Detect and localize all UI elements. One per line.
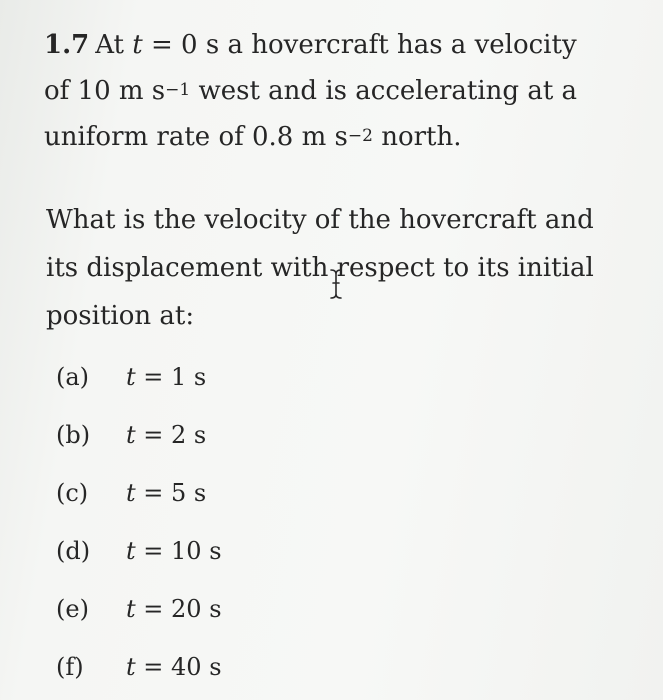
sub-question-a <box>56 348 222 406</box>
time-value: = 1 s <box>135 363 207 391</box>
time-value: = 20 s <box>135 595 222 623</box>
time-variable: t <box>126 421 136 449</box>
time-value: = 2 s <box>135 421 207 449</box>
problem-text: uniform rate of 0.8 m s <box>44 122 348 152</box>
sub-question-label: (c) <box>56 479 89 507</box>
problem-text: At <box>95 30 133 60</box>
problem-line-3 <box>44 114 660 160</box>
time-value: = 5 s <box>135 479 207 507</box>
question-text <box>46 196 658 340</box>
problem-statement <box>44 22 660 160</box>
sub-question-d <box>56 522 222 580</box>
time-variable: t <box>126 595 136 623</box>
time-value: = 10 s <box>135 537 222 565</box>
problem-number: 1.7 <box>44 30 90 60</box>
sub-question-f <box>56 638 222 696</box>
question-line-1: What is the velocity of the hovercraft and <box>46 205 594 235</box>
sub-question-list <box>56 348 222 696</box>
time-value: = 40 s <box>135 653 222 681</box>
time-variable: t <box>126 479 136 507</box>
sub-question-label: (d) <box>56 537 91 565</box>
text-cursor-icon <box>329 268 343 300</box>
sub-question-label: (e) <box>56 595 89 623</box>
exponent: −1 <box>165 80 191 100</box>
time-variable: t <box>126 653 136 681</box>
problem-text: of 10 m s <box>44 76 166 106</box>
problem-text: west and is accelerating at a <box>190 76 578 106</box>
sub-question-c <box>56 464 222 522</box>
sub-question-b <box>56 406 222 464</box>
exponent: −2 <box>347 126 373 146</box>
time-variable: t <box>126 537 136 565</box>
problem-line-2 <box>44 68 660 114</box>
problem-line-1 <box>44 22 660 68</box>
problem-text: north. <box>372 122 462 152</box>
sub-question-label: (b) <box>56 421 91 449</box>
question-line-2: its displacement with respect to its initial <box>46 253 594 283</box>
sub-question-label: (f) <box>56 653 84 681</box>
sub-question-e <box>56 580 222 638</box>
question-line-3: position at: <box>46 301 195 331</box>
problem-text: = 0 s a hovercraft has a velocity <box>142 30 577 60</box>
time-variable: t <box>126 363 136 391</box>
sub-question-label: (a) <box>56 363 90 391</box>
time-variable: t <box>132 30 143 60</box>
